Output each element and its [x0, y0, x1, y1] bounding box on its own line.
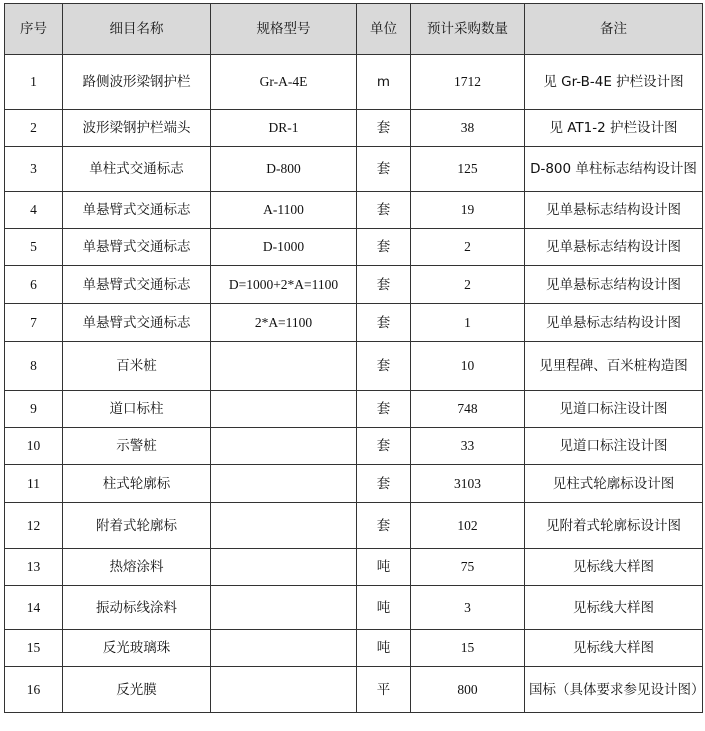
table-row [5, 229, 703, 266]
remarks-cell: D-800 单柱标志结构设计图 [525, 147, 703, 192]
spec-model-cell: DR-1 [211, 110, 357, 147]
unit-cell: 套 [357, 465, 411, 503]
spec-model-cell [211, 630, 357, 667]
unit-cell: 吨 [357, 549, 411, 586]
remarks-cell: 见单悬标志结构设计图 [525, 229, 703, 266]
serial-cell: 5 [5, 229, 63, 266]
table-row [5, 391, 703, 428]
item-name-cell: 波形梁钢护栏端头 [63, 110, 211, 147]
unit-cell: 吨 [357, 586, 411, 630]
unit-cell: 套 [357, 266, 411, 304]
spec-model-cell: A-1100 [211, 192, 357, 229]
item-name-cell: 热熔涂料 [63, 549, 211, 586]
header-unit: 单位 [357, 4, 411, 55]
quantity-cell: 38 [411, 110, 525, 147]
spec-model-cell [211, 428, 357, 465]
remarks-cell: 见标线大样图 [525, 549, 703, 586]
serial-cell: 13 [5, 549, 63, 586]
unit-cell: 套 [357, 503, 411, 549]
item-name-cell: 柱式轮廓标 [63, 465, 211, 503]
serial-cell: 12 [5, 503, 63, 549]
remarks-cell: 见单悬标志结构设计图 [525, 266, 703, 304]
quantity-cell: 75 [411, 549, 525, 586]
table-row [5, 503, 703, 549]
spec-model-cell [211, 586, 357, 630]
quantity-cell: 19 [411, 192, 525, 229]
header-item-name: 细目名称 [63, 4, 211, 55]
unit-cell: m [357, 55, 411, 110]
remarks-cell: 见里程碑、百米桩构造图 [525, 342, 703, 391]
serial-cell: 3 [5, 147, 63, 192]
quantity-cell: 800 [411, 667, 525, 713]
spec-model-cell [211, 549, 357, 586]
table-row [5, 110, 703, 147]
remarks-cell: 见标线大样图 [525, 630, 703, 667]
spec-model-cell: D=1000+2*A=1100 [211, 266, 357, 304]
item-name-cell: 反光膜 [63, 667, 211, 713]
remarks-cell: 国标（具体要求参见设计图） [525, 667, 703, 713]
table-row [5, 55, 703, 110]
unit-cell: 套 [357, 192, 411, 229]
item-name-cell: 单悬臂式交通标志 [63, 304, 211, 342]
table-row [5, 304, 703, 342]
serial-cell: 4 [5, 192, 63, 229]
item-name-cell: 单柱式交通标志 [63, 147, 211, 192]
table-row [5, 586, 703, 630]
header-spec-model: 规格型号 [211, 4, 357, 55]
remarks-cell: 见单悬标志结构设计图 [525, 304, 703, 342]
table-row [5, 428, 703, 465]
table-row [5, 465, 703, 503]
item-name-cell: 振动标线涂料 [63, 586, 211, 630]
spec-model-cell: 2*A=1100 [211, 304, 357, 342]
item-name-cell: 示警桩 [63, 428, 211, 465]
serial-cell: 14 [5, 586, 63, 630]
spec-model-cell: D-800 [211, 147, 357, 192]
unit-cell: 套 [357, 110, 411, 147]
remarks-cell: 见柱式轮廓标设计图 [525, 465, 703, 503]
unit-cell: 套 [357, 304, 411, 342]
serial-cell: 8 [5, 342, 63, 391]
serial-cell: 11 [5, 465, 63, 503]
quantity-cell: 2 [411, 229, 525, 266]
header-serial: 序号 [5, 4, 63, 55]
item-name-cell: 单悬臂式交通标志 [63, 192, 211, 229]
item-name-cell: 单悬臂式交通标志 [63, 266, 211, 304]
table-row [5, 342, 703, 391]
table-row [5, 549, 703, 586]
table-row [5, 667, 703, 713]
remarks-cell: 见单悬标志结构设计图 [525, 192, 703, 229]
remarks-cell: 见道口标注设计图 [525, 391, 703, 428]
serial-cell: 6 [5, 266, 63, 304]
item-name-cell: 附着式轮廓标 [63, 503, 211, 549]
quantity-cell: 10 [411, 342, 525, 391]
header-remarks: 备注 [525, 4, 703, 55]
remarks-cell: 见附着式轮廓标设计图 [525, 503, 703, 549]
quantity-cell: 3 [411, 586, 525, 630]
remarks-cell: 见道口标注设计图 [525, 428, 703, 465]
serial-cell: 16 [5, 667, 63, 713]
spec-model-cell: Gr-A-4E [211, 55, 357, 110]
unit-cell: 套 [357, 229, 411, 266]
spec-model-cell [211, 391, 357, 428]
unit-cell: 套 [357, 391, 411, 428]
item-name-cell: 百米桩 [63, 342, 211, 391]
item-name-cell: 单悬臂式交通标志 [63, 229, 211, 266]
item-name-cell: 反光玻璃珠 [63, 630, 211, 667]
table-row [5, 192, 703, 229]
table-row [5, 147, 703, 192]
serial-cell: 2 [5, 110, 63, 147]
quantity-cell: 748 [411, 391, 525, 428]
spec-model-cell [211, 342, 357, 391]
unit-cell: 套 [357, 428, 411, 465]
table-row [5, 630, 703, 667]
remarks-cell: 见 Gr-B-4E 护栏设计图 [525, 55, 703, 110]
quantity-cell: 3103 [411, 465, 525, 503]
serial-cell: 10 [5, 428, 63, 465]
remarks-cell: 见标线大样图 [525, 586, 703, 630]
serial-cell: 1 [5, 55, 63, 110]
unit-cell: 平 [357, 667, 411, 713]
spec-model-cell [211, 465, 357, 503]
remarks-cell: 见 AT1-2 护栏设计图 [525, 110, 703, 147]
unit-cell: 吨 [357, 630, 411, 667]
spec-model-cell [211, 503, 357, 549]
serial-cell: 9 [5, 391, 63, 428]
quantity-cell: 125 [411, 147, 525, 192]
procurement-table [4, 3, 703, 713]
item-name-cell: 道口标柱 [63, 391, 211, 428]
unit-cell: 套 [357, 342, 411, 391]
quantity-cell: 15 [411, 630, 525, 667]
quantity-cell: 102 [411, 503, 525, 549]
table-row [5, 266, 703, 304]
quantity-cell: 33 [411, 428, 525, 465]
header-quantity: 预计采购数量 [411, 4, 525, 55]
serial-cell: 15 [5, 630, 63, 667]
spec-model-cell: D-1000 [211, 229, 357, 266]
item-name-cell: 路侧波形梁钢护栏 [63, 55, 211, 110]
serial-cell: 7 [5, 304, 63, 342]
table-header-row [5, 4, 703, 55]
quantity-cell: 2 [411, 266, 525, 304]
quantity-cell: 1712 [411, 55, 525, 110]
quantity-cell: 1 [411, 304, 525, 342]
unit-cell: 套 [357, 147, 411, 192]
spec-model-cell [211, 667, 357, 713]
